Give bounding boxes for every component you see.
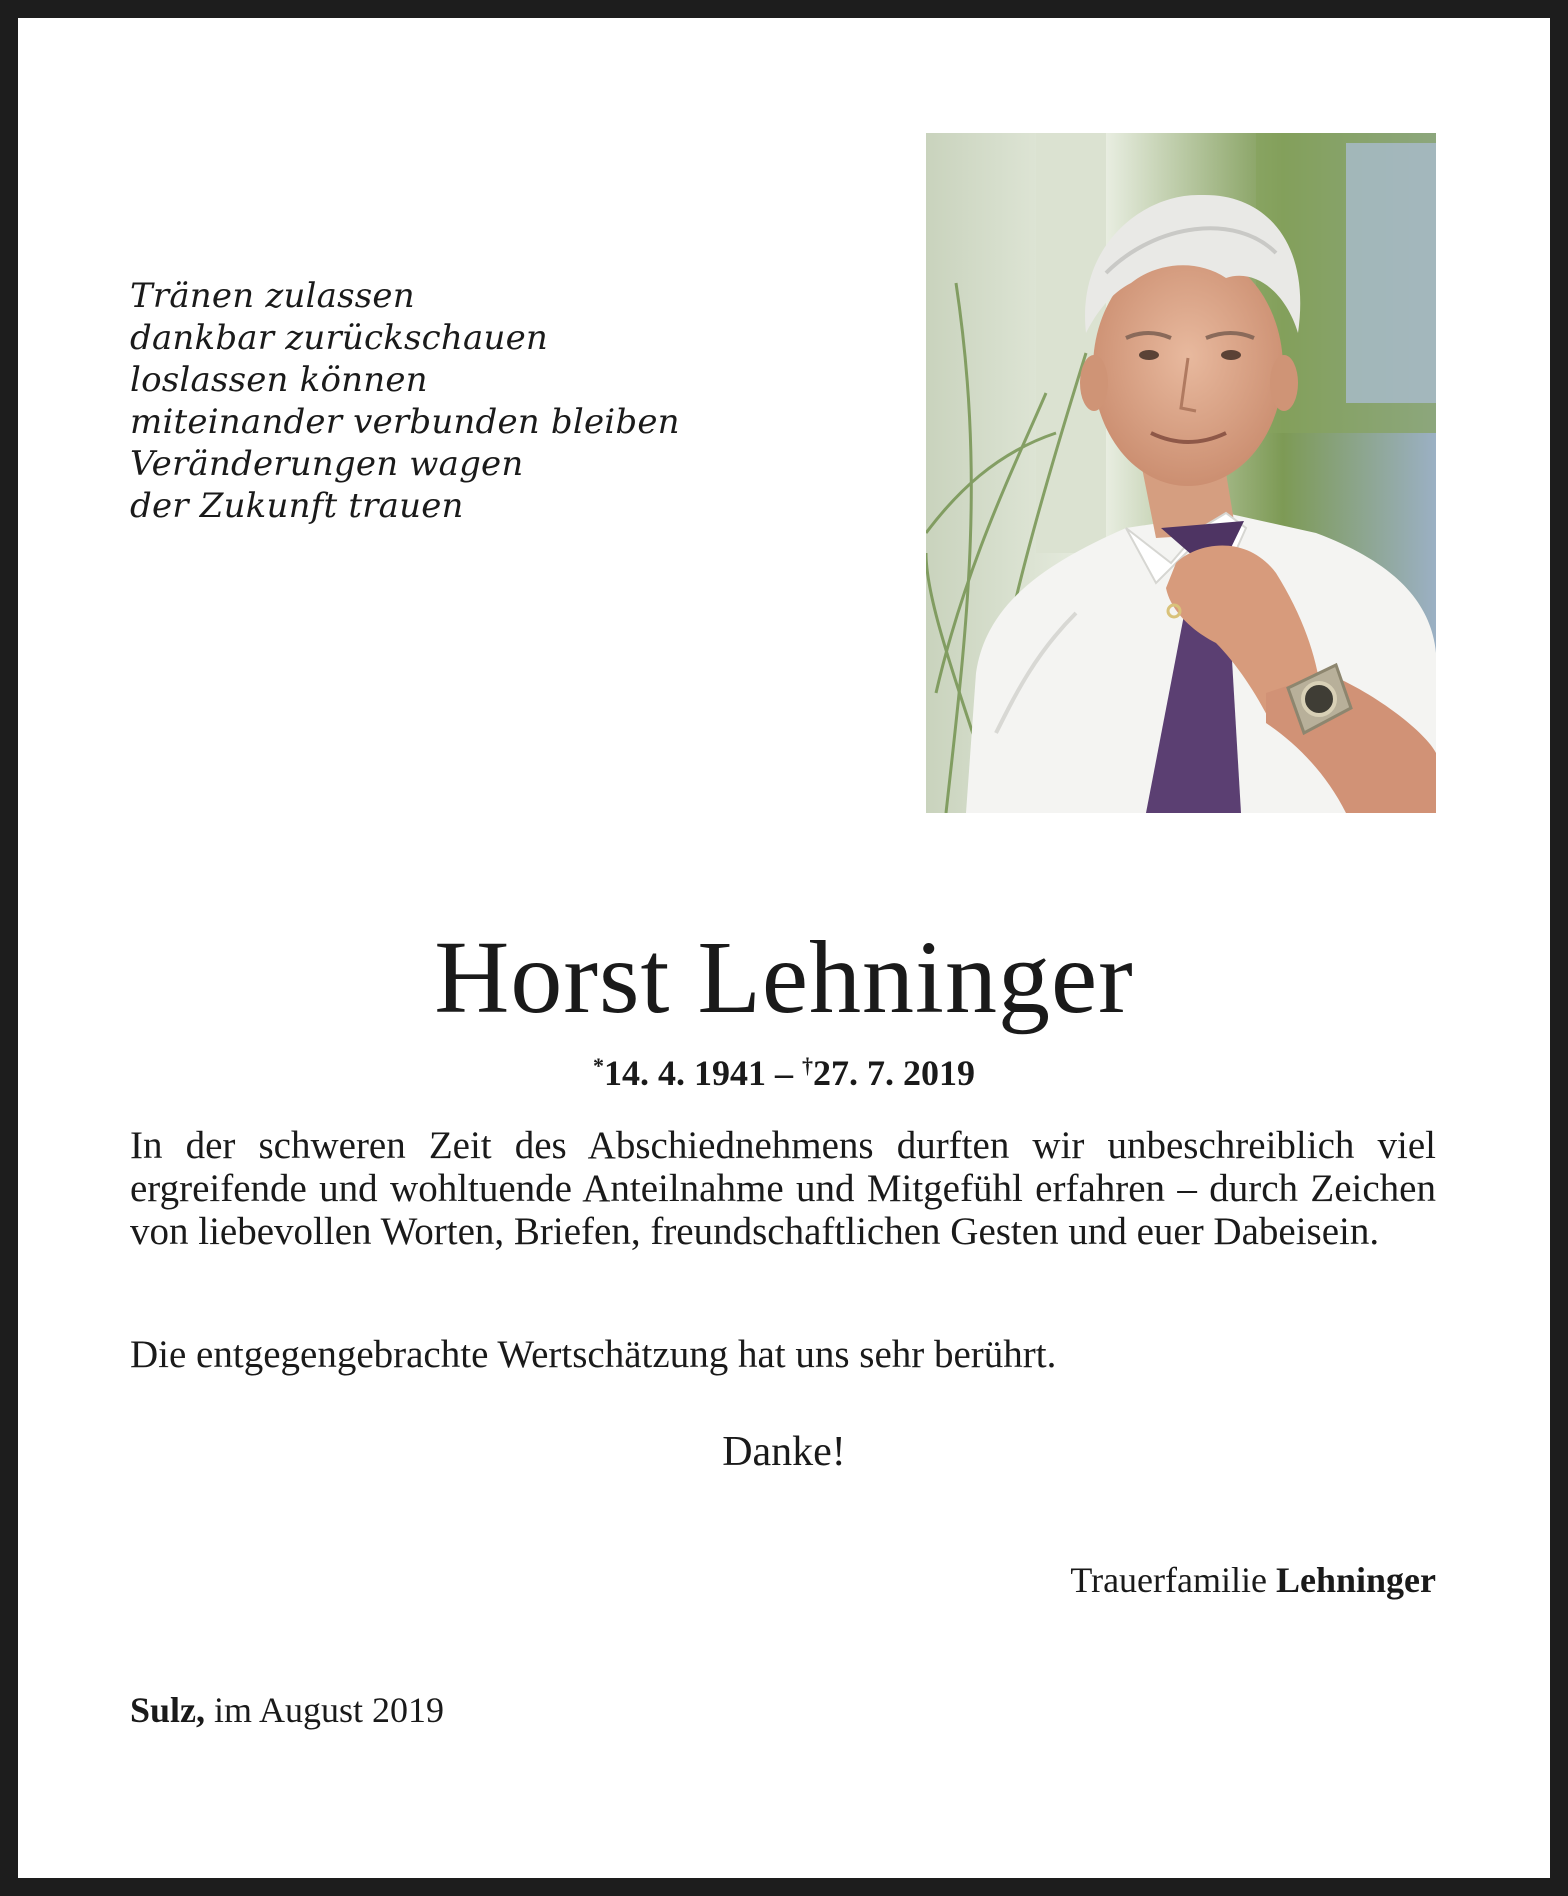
poem-line: der Zukunft trauen (130, 486, 464, 526)
death-date: 27. 7. 2019 (813, 1053, 975, 1093)
date-separator: – (766, 1053, 802, 1093)
portrait-photo-icon (926, 133, 1436, 813)
signature-surname: Lehninger (1275, 1560, 1436, 1600)
deceased-name: Horst Lehninger (434, 920, 1134, 1035)
signature-prefix: Trauerfamilie (1070, 1560, 1276, 1600)
portrait-photo (926, 133, 1436, 813)
place-date (130, 1688, 444, 1732)
birth-date: 14. 4. 1941 (604, 1053, 766, 1093)
poem-line: dankbar zurückschauen (130, 318, 549, 358)
appreciation-paragraph: Die entgegengebrachte Wertschätzung hat uns sehr berührt. (130, 1333, 1057, 1376)
thanks-text: Danke! (722, 1429, 846, 1475)
poem-line: miteinander verbunden bleiben (130, 402, 680, 442)
poem-line: Veränderungen wagen (130, 444, 524, 484)
poem-line: loslassen können (130, 360, 428, 400)
life-dates (0, 1044, 1568, 1095)
birth-symbol: * (593, 1053, 604, 1078)
poem-line: Tränen zulassen (130, 276, 415, 316)
signature (1070, 1558, 1436, 1602)
place-date-text: im August 2019 (205, 1690, 445, 1730)
thank-you-paragraph: In der schweren Zeit des Abschiednehmens durften wir unbeschreiblich viel ergreifende und wohltuende Anteilnahme und Mitgefühl erfahren – durch Zeichen von liebevollen Worten, Briefen, freundschaftlichen Gesten und euer Dabeisein. (130, 1124, 1436, 1253)
place-town: Sulz, (130, 1690, 206, 1730)
poem (130, 275, 770, 527)
death-symbol: † (802, 1053, 813, 1078)
